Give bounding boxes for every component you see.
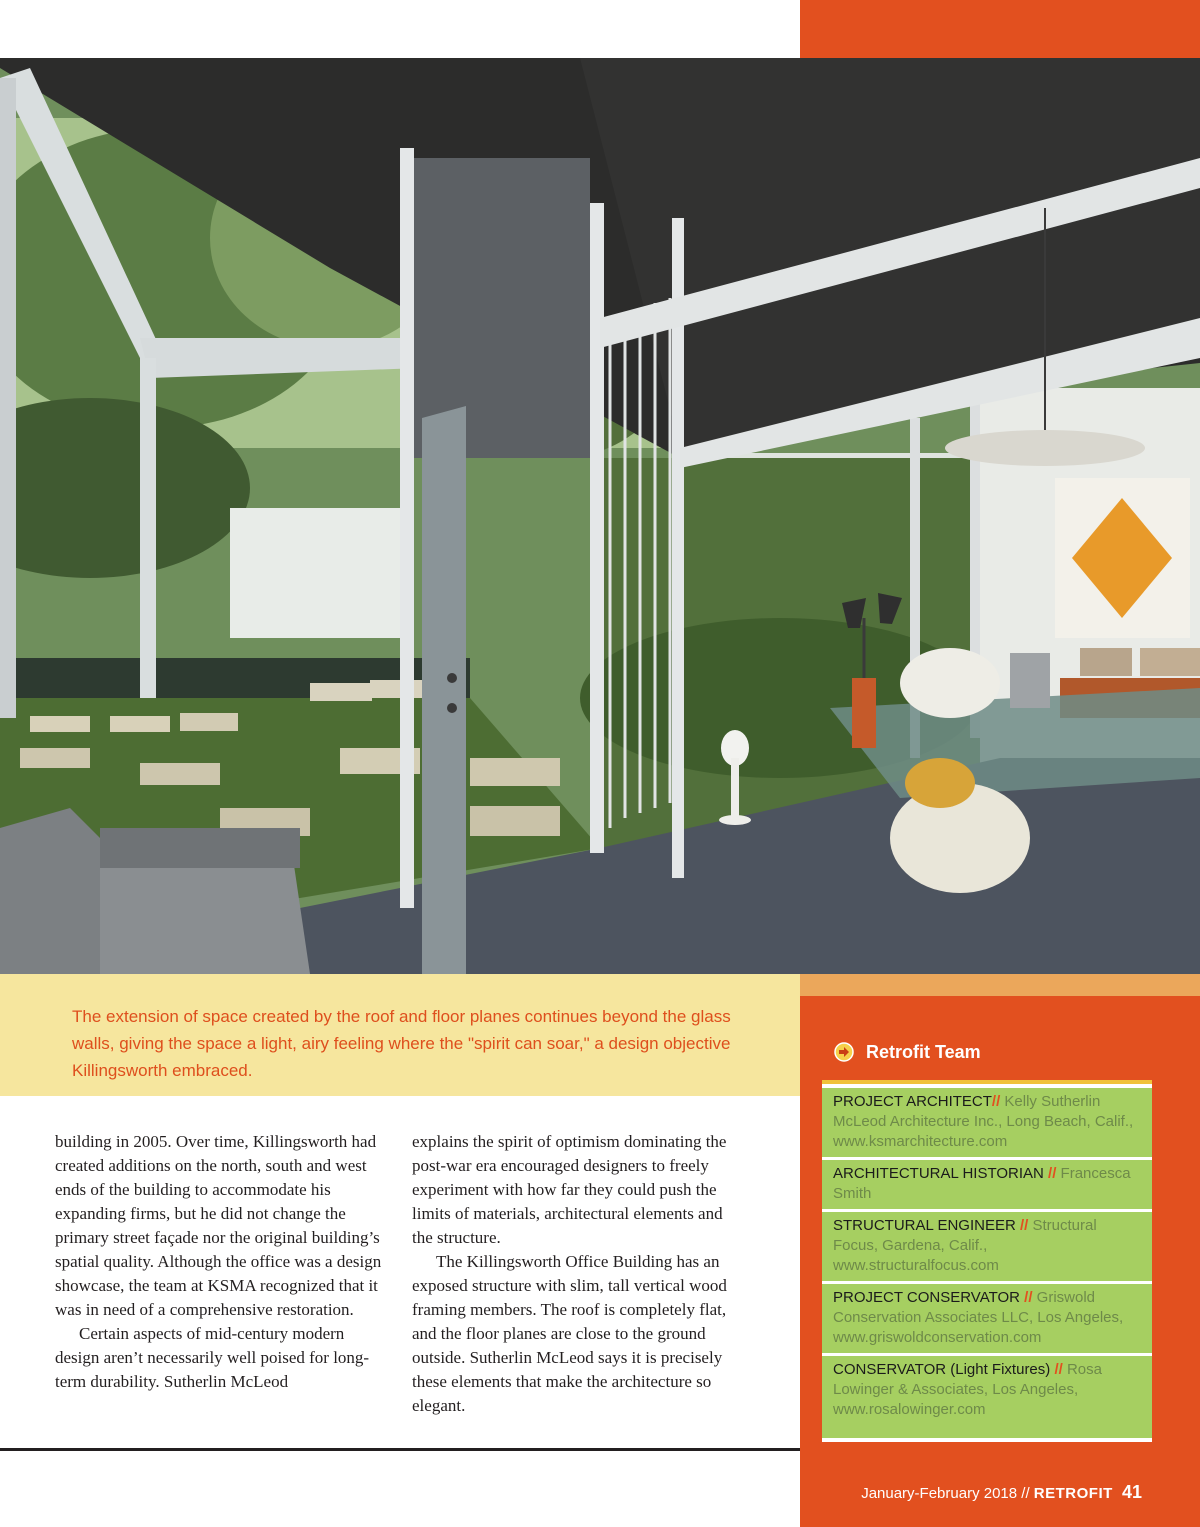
team-role: PROJECT CONSERVATOR: [833, 1289, 1020, 1306]
body-paragraph: Certain aspects of mid-century modern design aren’t necessarily well poised for long-term durability. Sutherlin McLeod: [55, 1324, 370, 1391]
body-column-right: [412, 1130, 742, 1418]
retrofit-team-list: [822, 1088, 1152, 1438]
team-details: Structural Focus, Gardena, Calif., www.structuralfocus.com: [833, 1217, 1097, 1274]
page-footer: [861, 1482, 1142, 1503]
body-column-left: [55, 1130, 385, 1394]
team-entry-conservator-light-fixtures: [822, 1356, 1152, 1425]
retrofit-team-header: [822, 1026, 1152, 1080]
arrow-right-circle-icon: [834, 1042, 854, 1062]
top-orange-tab: [800, 0, 1200, 58]
team-separator: //: [1054, 1361, 1063, 1378]
team-details: Kelly Sutherlin McLeod Architecture Inc., Long Beach, Calif., www.ksmarchitecture.com: [833, 1093, 1134, 1150]
team-separator: //: [991, 1093, 1001, 1110]
team-role: CONSERVATOR (Light Fixtures): [833, 1361, 1051, 1378]
team-details: Rosa Lowinger & Associates, Los Angeles, www.rosalowinger.com: [833, 1361, 1102, 1418]
team-role: ARCHITECTURAL HISTORIAN: [833, 1165, 1044, 1182]
office-interior-photo: [0, 58, 1200, 974]
issue-date: January-February 2018: [861, 1485, 1018, 1502]
team-entry-project-conservator: [822, 1284, 1152, 1356]
team-separator: //: [1024, 1289, 1033, 1306]
retrofit-team-sidebar: [822, 1026, 1152, 1442]
retrofit-team-title: Retrofit Team: [866, 1042, 981, 1062]
team-separator: //: [1019, 1217, 1029, 1234]
body-paragraph: building in 2005. Over time, Killingsworth had created additions on the north, south and west ends of the building to accommodate his expanding firms, but he did not change the primary street façade nor the original building’s spatial quality. Although the office was a design showcase, the team at KSMA recognized that it was in need of a comprehensive restoration.: [55, 1132, 382, 1319]
team-role: PROJECT ARCHITECT: [833, 1093, 992, 1110]
retrofit-team-header-rule: [822, 1080, 1152, 1084]
team-role: STRUCTURAL ENGINEER: [833, 1217, 1016, 1234]
folio-separator: //: [1021, 1485, 1030, 1502]
magazine-name: RETROFIT: [1033, 1485, 1113, 1502]
body-paragraph: The Killingsworth Office Building has an exposed structure with slim, tall vertical wood framing members. The roof is completely flat, and the floor planes are close to the ground outside. Sutherlin McLeod says it is precisely these elements that make the architecture so elegant.: [412, 1252, 727, 1415]
photo-caption: The extension of space created by the roof and floor planes continues beyond the glass walls, giving the space a light, airy feeling where the "spirit can soar," a design objective Killingsworth embraced.: [72, 1007, 731, 1080]
right-band-top: [800, 974, 1200, 996]
bottom-rule: [0, 1448, 800, 1451]
body-paragraph: explains the spirit of optimism dominating the post-war era encouraged designers to freely experiment with how far they could push the limits of materials, architectural elements and the structure.: [412, 1132, 727, 1247]
page-number: 41: [1121, 1482, 1142, 1502]
team-entry-project-architect: [822, 1088, 1152, 1160]
team-separator: //: [1048, 1165, 1057, 1182]
team-entry-structural-engineer: [822, 1212, 1152, 1284]
team-details: Griswold Conservation Associates LLC, Los Angeles, www.griswoldconservation.com: [833, 1289, 1124, 1346]
team-entry-architectural-historian: [822, 1160, 1152, 1212]
team-details: Francesca Smith: [833, 1165, 1131, 1202]
